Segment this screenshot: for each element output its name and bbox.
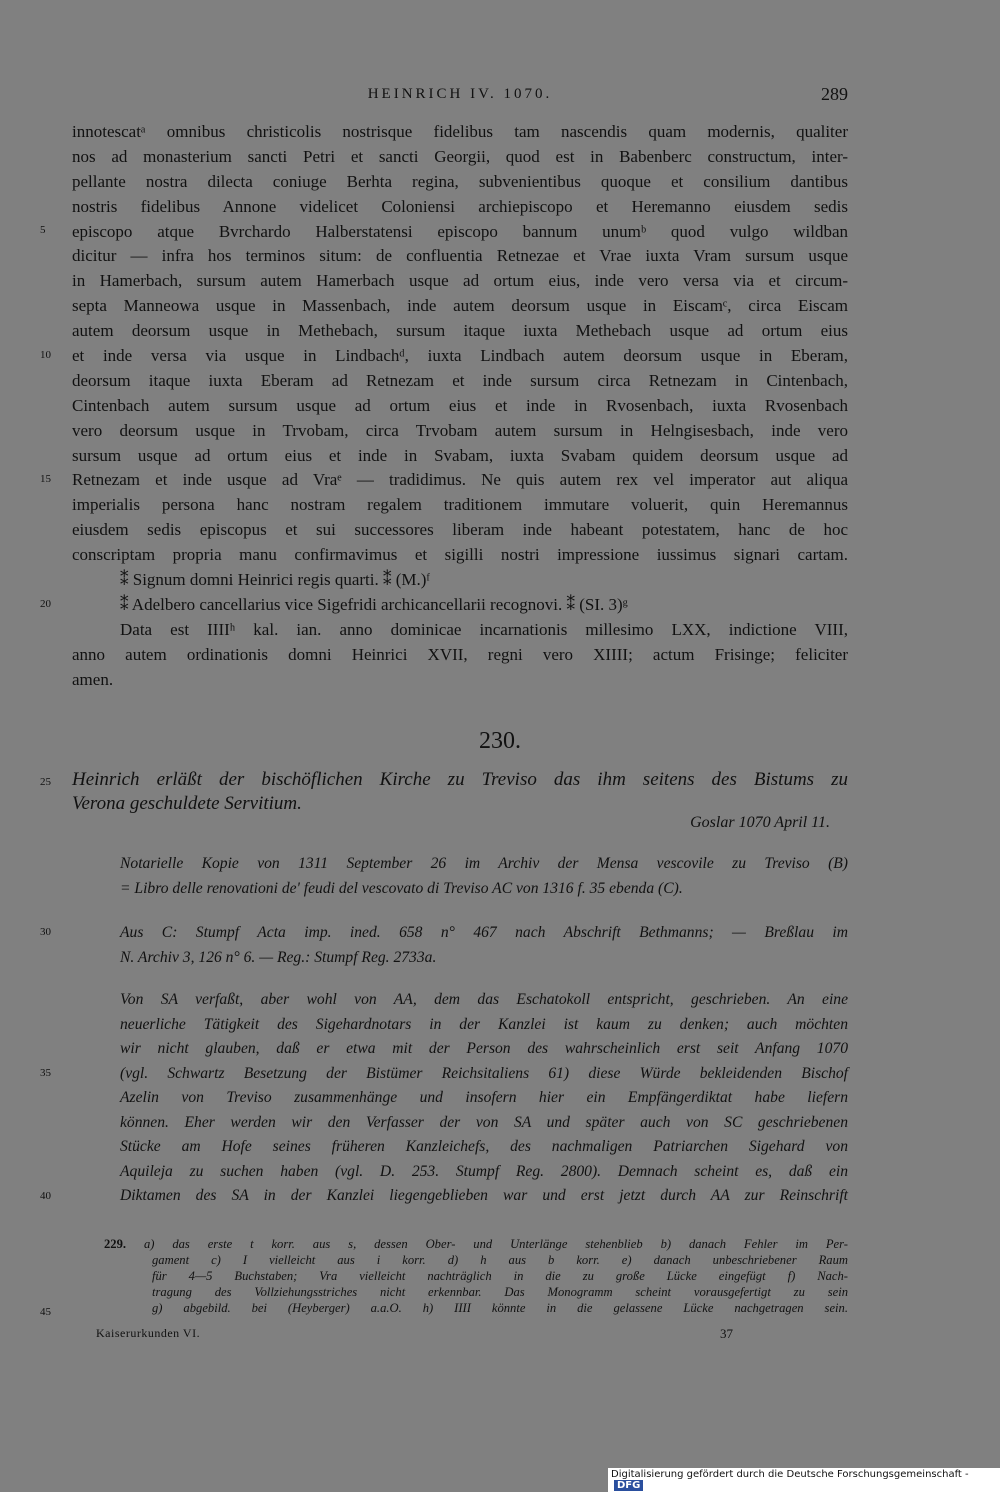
dfg-logo-icon: DFG xyxy=(614,1480,643,1491)
margin-line-number: 40 xyxy=(40,1190,51,1202)
footnote-text: gament c) I vielleicht aus i korr. d) h aus b korr. e) danach unbeschriebener Raum xyxy=(152,1253,848,1267)
text-line: vero deorsum usque in Trvobam, circa Trvobam autem sursum in Helngisesbach, inde vero xyxy=(72,420,848,440)
text-line: imperialis persona hanc nostram regalem traditionem immutare voluerit, quin Heremannus xyxy=(72,495,848,515)
text-line: conscriptam propria manu confirmavimus et sigilli nostri impressione iussimus signari cartam. xyxy=(72,545,848,565)
dating-line: amen. xyxy=(72,669,114,689)
text-line: pellante nostra dilecta coniuge Berhta regina, subvenientibus quoque et consilium dantibus xyxy=(72,171,848,191)
margin-line-number: 35 xyxy=(40,1067,51,1079)
regest xyxy=(72,768,848,816)
sheet-signature: 37 xyxy=(720,1326,733,1341)
footnote-text: g) abgebild. bei (Heyberger) a.a.O. h) IIII könnte in die gelassene Lücke nachgetragen sein. xyxy=(152,1301,848,1315)
text-line: septa Manneowa usque in Massenbach, inde autem deorsum usque in Eiscamᶜ, circa Eiscam xyxy=(72,296,848,316)
page-header xyxy=(72,84,848,108)
text-line: dicitur — infra hos terminos situm: de confluentia Retnezae et Vrae iuxta Vram sursum usque xyxy=(72,246,848,266)
text-line: et inde versa via usque in Lindbachᵈ, iuxta Lindbach autem deorsum usque in Eberam, xyxy=(72,346,848,366)
note-line: N. Archiv 3, 126 n° 6. — Reg.: Stumpf Reg. 2733a. xyxy=(120,948,437,966)
dfg-notice[interactable] xyxy=(608,1468,1000,1492)
note-line: Aus C: Stumpf Acta imp. ined. 658 n° 467 nach Abschrift Bethmanns; — Breßlau im xyxy=(120,924,848,941)
charter-text xyxy=(72,120,848,692)
dfg-notice-text: Digitalisierung gefördert durch die Deutsche Forschungsgemeinschaft - xyxy=(611,1469,969,1480)
footnote-line xyxy=(104,1252,848,1268)
margin-line-number: 20 xyxy=(40,598,51,610)
text-line: sursum usque ad ortum eius et inde in Svabam, iuxta Svabam quidem deorsum usque ad xyxy=(72,445,848,465)
footnote-text: tragung des Vollziehungsstriches nicht erkennbar. Das Monogramm scheint vorausgefertigt zu sein xyxy=(152,1285,848,1299)
footnote-line xyxy=(104,1284,848,1300)
margin-line-number: 5 xyxy=(40,224,46,236)
margin-line-number: 10 xyxy=(40,349,51,361)
margin-line-number: 15 xyxy=(40,473,51,485)
recognition-line: ⁑ Adelbero cancellarius vice Sigefridi archicancellarii recognovi. ⁑ (SI. 3)ᵍ xyxy=(120,594,628,614)
footnote-line xyxy=(104,1236,848,1252)
footnote-line xyxy=(104,1300,848,1316)
margin-line-number: 25 xyxy=(40,776,51,788)
footnote-label: 229. xyxy=(104,1237,127,1251)
dating-line: anno autem ordinationis domni Heinrici XVII, regni vero XIIII; actum Frisinge; feliciter xyxy=(72,644,848,664)
running-head: HEINRICH IV. 1070. xyxy=(367,86,553,102)
note-line: neuerliche Tätigkeit des Sigehardnotars in der Kanzlei ist kaum zu denken; auch möchten xyxy=(120,1015,848,1033)
note-line: Notarielle Kopie von 1311 September 26 im Archiv der Mensa vescovile zu Treviso (B) xyxy=(120,855,848,872)
regest-line: Verona geschuldete Servitium. xyxy=(72,793,302,814)
text-line: deorsum itaque iuxta Eberam ad Retnezam et inde sursum circa Retnezam in Cintenbach, xyxy=(72,370,848,390)
text-line: Cintenbach autem sursum usque ad ortum eius et inde in Rvosenbach, iuxta Rvosenbach xyxy=(72,395,848,415)
commentary xyxy=(120,988,848,1209)
text-line: innotescatᵃ omnibus christicolis nostrisque fidelibus tam nascendis quam modernis, qualiter xyxy=(72,122,848,141)
document-number: 230. xyxy=(479,728,521,754)
regest-line: Heinrich erläßt der bischöflichen Kirche zu Treviso das ihm seitens des Bistums zu xyxy=(72,769,848,790)
margin-line-number: 30 xyxy=(40,926,51,938)
note-line: können. Eher werden wir den Verfasser der von SA und später auch von SC geschriebenen xyxy=(120,1113,848,1131)
text-line: autem deorsum usque in Methebach, sursum itaque iuxta Methebach usque ad ortum eius xyxy=(72,321,848,341)
series-title: Kaiserurkunden VI. xyxy=(96,1326,201,1340)
text-line: Retnezam et inde usque ad Vraᵉ — tradidimus. Ne quis autem rex vel imperator aut aliqua xyxy=(72,470,848,490)
signum-line: ⁑ Signum domni Heinrici regis quarti. ⁑ (M.)ᶠ xyxy=(120,570,430,590)
text-line: in Hamerbach, sursum autem Hamerbach usque ad ortum eius, inde vero versa via et circum- xyxy=(72,271,848,291)
dating-line: Data est IIIIʰ kal. ian. anno dominicae incarnationis millesimo LXX, indictione VIII, xyxy=(120,619,848,639)
note-line: = Libro delle renovationi de' feudi del vescovato di Treviso AC von 1316 f. 35 ebenda (C). xyxy=(120,879,683,897)
note-line: Aquileja zu suchen haben (vgl. D. 253. Stumpf Reg. 2800). Demnach scheint es, daß ein xyxy=(120,1162,848,1180)
margin-line-number: 45 xyxy=(40,1306,51,1318)
footnote-text: a) das erste t korr. aus s, dessen Ober- und Unterlänge stehenblieb b) danach Fehler im Per- xyxy=(143,1237,848,1251)
footnote-text: für 4—5 Buchstaben; Vra vielleicht nachträglich in die zu große Lücke eingefügt f) Nach- xyxy=(152,1269,848,1283)
footnote-line xyxy=(104,1268,848,1284)
print-note xyxy=(120,921,848,970)
note-line: Azelin von Treviso zusammenhänge und insofern hier ein Empfängerdiktat habe liefern xyxy=(120,1089,848,1106)
text-line: nostris fidelibus Annone videlicet Coloniensi archiepiscopo et Heremanno eiusdem sedis xyxy=(72,196,848,216)
note-line: Von SA verfaßt, aber wohl von AA, dem das Eschatokoll entspricht, geschrieben. An eine xyxy=(120,991,848,1008)
date-place: Goslar 1070 April 11. xyxy=(690,814,830,831)
note-line: Stücke am Hofe seines früheren Kanzleichefs, des nachmaligen Patriarchen Sigehard von xyxy=(120,1138,848,1155)
note-line: wir nicht glauben, daß er etwa mit der Person des wahrscheinlich erst seit Anfang 1070 xyxy=(120,1040,848,1057)
footnotes xyxy=(104,1236,848,1316)
page-number: 289 xyxy=(821,84,848,104)
text-line: episcopo atque Bvrchardo Halberstatensi episcopo bannum unumᵇ quod vulgo wildban xyxy=(72,221,848,241)
text-line: eiusdem sedis episcopus et sui successores liberam inde habeant potestatem, hanc de hoc xyxy=(72,520,848,540)
tradition-note xyxy=(120,852,848,901)
note-line: (vgl. Schwartz Besetzung der Bistümer Reichsitaliens 61) diese Würde bekleidenden Bischof xyxy=(120,1064,848,1082)
note-line: Diktamen des SA in der Kanzlei liegengeblieben war und erst jetzt durch AA zur Reinschrift xyxy=(120,1187,848,1204)
text-line: nos ad monasterium sancti Petri et sancti Georgii, quod est in Babenberc constructum, inter- xyxy=(72,146,848,166)
